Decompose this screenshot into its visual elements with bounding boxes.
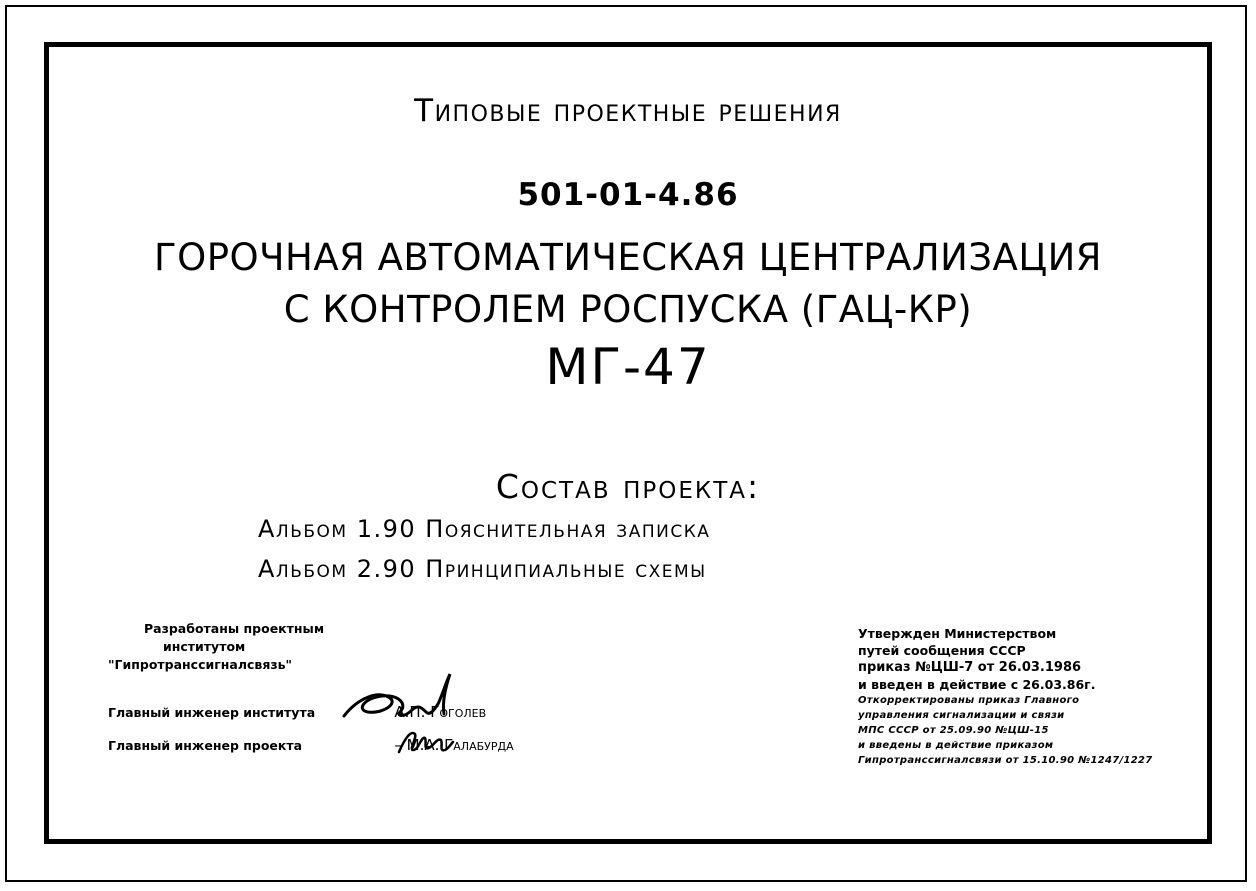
- signature-galaburda: [395, 724, 455, 760]
- series-heading: Типовые проектные решения: [414, 93, 842, 129]
- developer-block: [108, 620, 324, 674]
- approval-effective-date: и введен в действие с 26.03.86г.: [858, 677, 1096, 692]
- approval-line-2: путей сообщения СССР: [858, 643, 1026, 658]
- correction-note-line-3: МПС СССР от 25.09.90 №ЦШ-15: [858, 725, 1049, 736]
- correction-note-line-4: и введены в действие приказом: [858, 740, 1054, 751]
- album-item-1: Альбом 1.90 Пояснительная записка: [258, 515, 711, 543]
- signature-gogolev: [338, 668, 458, 728]
- developer-institute-name: "Гипротранссигналсвязь": [108, 657, 293, 672]
- chief-engineer-project-role: Главный инженер проекта: [108, 738, 303, 753]
- approval-line-1: Утвержден Министерством: [858, 626, 1057, 641]
- correction-note-line-1: Откорректированы приказ Главного: [858, 695, 1080, 706]
- correction-note-line-2: управления сигнализации и связи: [858, 710, 1065, 721]
- correction-note-line-5: Гипротранссигналсвязи от 15.10.90 №1247/1227: [858, 755, 1153, 766]
- approval-block: [858, 625, 1153, 768]
- album-item-2: Альбом 2.90 Принципиальные схемы: [258, 555, 707, 583]
- composition-heading: Состав проекта:: [495, 467, 761, 506]
- chief-engineer-institute-name: А.П. Гоголев: [394, 703, 487, 721]
- project-number: 501-01-4.86: [517, 177, 739, 213]
- approval-order: приказ №ЦШ-7 от 26.03.1986: [858, 660, 1082, 675]
- chief-engineer-institute-role: Главный инженер института: [108, 705, 316, 720]
- developer-line-1: Разработаны проектным: [144, 621, 325, 636]
- developer-line-2: институтом: [163, 639, 246, 654]
- model-code: МГ-47: [545, 338, 711, 396]
- project-title-line-1: ГОРОЧНАЯ АВТОМАТИЧЕСКАЯ ЦЕНТРАЛИЗАЦИЯ: [154, 236, 1102, 279]
- album-list: [258, 515, 710, 595]
- project-title-line-2: С КОНТРОЛЕМ РОСПУСКА (ГАЦ-КР): [283, 288, 973, 331]
- chief-engineer-project-name: – М.А. Галабурда: [394, 736, 514, 754]
